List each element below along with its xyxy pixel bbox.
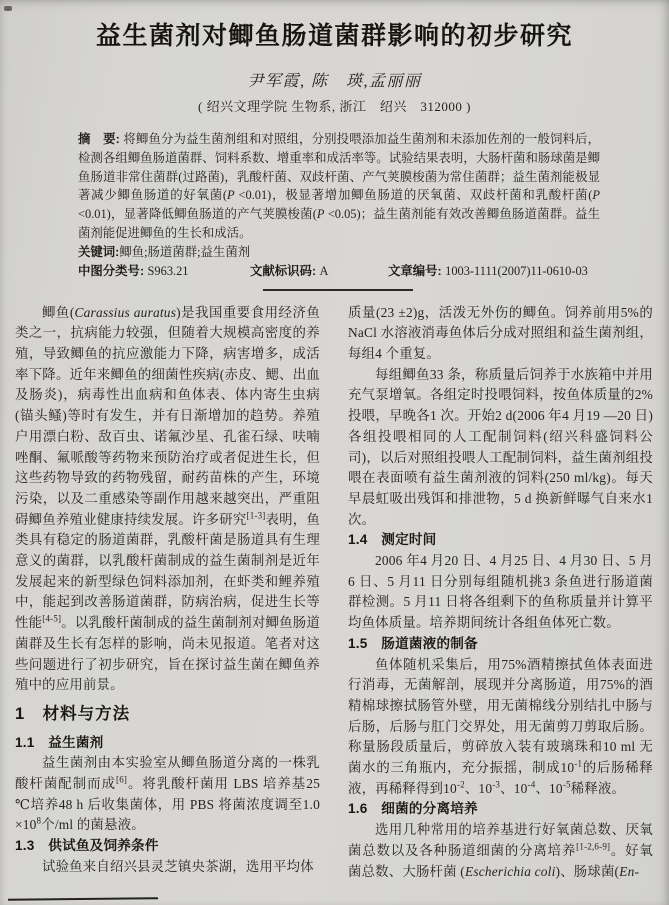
section-heading: 1.3 供试鱼及饲养条件 [15, 838, 159, 854]
article-id-value: 1003-1111(2007)11-0610-03 [445, 263, 588, 278]
section-heading: 1.1 益生菌剂 [15, 734, 104, 750]
meta-row [78, 262, 600, 281]
paragraph: 试验鱼来自绍兴县灵芝镇央茶湖，选用平均体 [42, 858, 314, 874]
authors-line: 尹军霞, 陈 瑛,孟丽丽 [247, 73, 422, 90]
section-heading: 1.6 细菌的分离培养 [348, 801, 478, 817]
section-heading: 1 材料与方法 [15, 704, 131, 723]
paragraph: 鱼体随机采集后，用75%酒精擦拭鱼体表面进行消毒，无菌解剖，展现并分离肠道，用75%的酒精棉球擦拭肠管外壁，用无菌棉线分别结扎中肠与后肠，后肠与肛门交界处，用无菌剪刀剪取后肠。称量肠段质量后，剪碎放入装有玻璃珠和10 ml 无菌水的三角瓶内，充分振摇，制成$10^{-1}$的后肠稀释液，再稀释得到$10^{-2}$、$10^{-3}$、$10^{-4}$、$10^{-5}$稀释液。 [348, 656, 653, 796]
article-id [388, 262, 588, 281]
section-heading: 1.5 肠道菌液的制备 [348, 635, 478, 651]
abstract-text: 将鲫鱼分为益生菌剂组和对照组，分别投喂添加益生菌剂和未添加佐剂的一般饲料后，检测各组鲫鱼肠道菌群、饲料系数、增重率和成活率等。试验结果表明，大肠杆菌和肠球菌是鲫鱼肠道非常住菌群(过路菌)，乳酸杆菌、双歧杆菌、产气荚膜梭菌为常住菌群；益生菌剂能极显著减少鲫鱼肠道的好氧菌(P <0.01)，极显著增加鲫鱼肠道的厌氧菌、双歧杆菌和乳酸杆菌(P <0.01)，显著降低鲫鱼肠道的产气荚膜梭菌(P <0.05)；益生菌剂能有效改善鲫鱼肠道菌群。益生菌剂能促进鲫鱼的生长和成活。 [78, 132, 600, 240]
affiliation-line: ( 绍兴文理学院 生物系, 浙江 绍兴 312000 ) [198, 99, 471, 114]
keywords-text: 鲫鱼;肠道菌群;益生菌剂 [119, 244, 251, 259]
document-code-label: 文献标识码: [250, 263, 320, 278]
left-column [15, 303, 320, 883]
clc-label: 中图分类号: [78, 263, 148, 278]
keywords-line [78, 243, 600, 262]
article-title: 益生菌剂对鲫鱼肠道菌群影响的初步研究 [95, 22, 573, 50]
paragraph: 选用几种常用的培养基进行好氧菌总数、厌氧菌总数以及各种肠道细菌的分离培养[1-2,6-9]。好氧菌总数、大肠杆菌 (Escherichia coli)、肠球菌(En- [348, 822, 653, 879]
document-code-value: A [319, 263, 329, 278]
right-column [348, 303, 653, 883]
paragraph: 质量(23 ±2)g，活泼无外伤的鲫鱼。饲养前用5%的 NaCl 水溶液消毒鱼体后分成对照组和益生菌剂组，每组4 个重复。 [348, 304, 653, 361]
paragraph: 益生菌剂由本实验室从鲫鱼肠道分离的一株乳酸杆菌配制而成[6]。将乳酸杆菌用 LBS 培养基25 ℃培养48 h 后收集菌体，用 PBS 将菌浓度调至$1.0 \times 10^8$个/ml 的菌悬液。 [15, 755, 320, 833]
header-divider [263, 289, 413, 291]
paragraph: 2006 年4 月20 日、4 月25 日、4 月30 日、5 月6 日、5 月11 日分别每组随机挑3 条鱼进行肠道菌群检测。5 月11 日将各组剩下的鱼称质量并计算平均鱼体质量。培养期间统计各组鱼体死亡数。 [348, 553, 653, 631]
document-code [250, 262, 388, 281]
paragraph: 鲫鱼(Carassius auratus)是我国重要食用经济鱼类之一，抗病能力较强，但随着大规模高密度的养殖，导致鲫鱼的抗应激能力下降，病害增多，成活率下降。近年来鲫鱼的细菌性疾病(赤皮、鳃、出血及肠炎)，病毒性出血病和鱼体表、体内寄生虫病(锚头鳋)等时有发生，并有日渐增加的趋势。养殖户用漂白粉、敌百虫、诺氟沙星、孔雀石绿、呋喃唑酮、氟哌酸等药物来预防治疗或者促进生长，但这些药物导致的药物残留，耐药苗株的产生，环境污染，以及二重感染等副作用越来越突出，严重阻碍鲫鱼养殖业健康持续发展。许多研究[1-3]表明，鱼类具有稳定的肠道菌群，乳酸杆菌是肠道具有生理意义的菌群，以乳酸杆菌制成的益生菌制剂是近年发展起来的新型绿色饲料添加剂，在虾类和鲤养殖中，能起到改善肠道菌群，防病治病，促进生长等性能[4-5]。以乳酸杆菌制成的益生菌制剂对鲫鱼肠道菌群及生长有怎样的影响，尚未见报道。笔者对这些问题进行了初步研究，旨在探讨益生菌在鲫鱼养殖中的应用前景。 [15, 304, 320, 693]
abstract-block [78, 130, 600, 243]
paragraph: 每组鲫鱼33 条，称质量后饲养于水族箱中并用充气泵增氧。各组定时投喂饲料，按鱼体质量的2%投喂，早晚各1 次。开始2 d(2006 年4 月19 —20 日)各组投喂相同的人工配制饲料(绍兴科盛饲料公司)，以后对照组投喂人工配制饲料，益生菌剂组投喂在表面喷有益生菌剂液的饲料(250 ml/kg)。每天早晨虹吸出残饵和排泄物，5 d 换新鲜曝气自来水1 次。 [348, 366, 653, 527]
body-columns [15, 303, 653, 883]
clc-number [78, 262, 250, 281]
keywords-label: 关键词: [78, 244, 120, 259]
article-id-label: 文章编号: [388, 263, 446, 278]
abstract-label: 摘 要: [78, 132, 124, 146]
clc-value: S963.21 [147, 263, 189, 278]
scan-speck [4, 6, 12, 11]
section-heading: 1.4 测定时间 [348, 532, 437, 548]
footnote-rule [8, 897, 158, 901]
